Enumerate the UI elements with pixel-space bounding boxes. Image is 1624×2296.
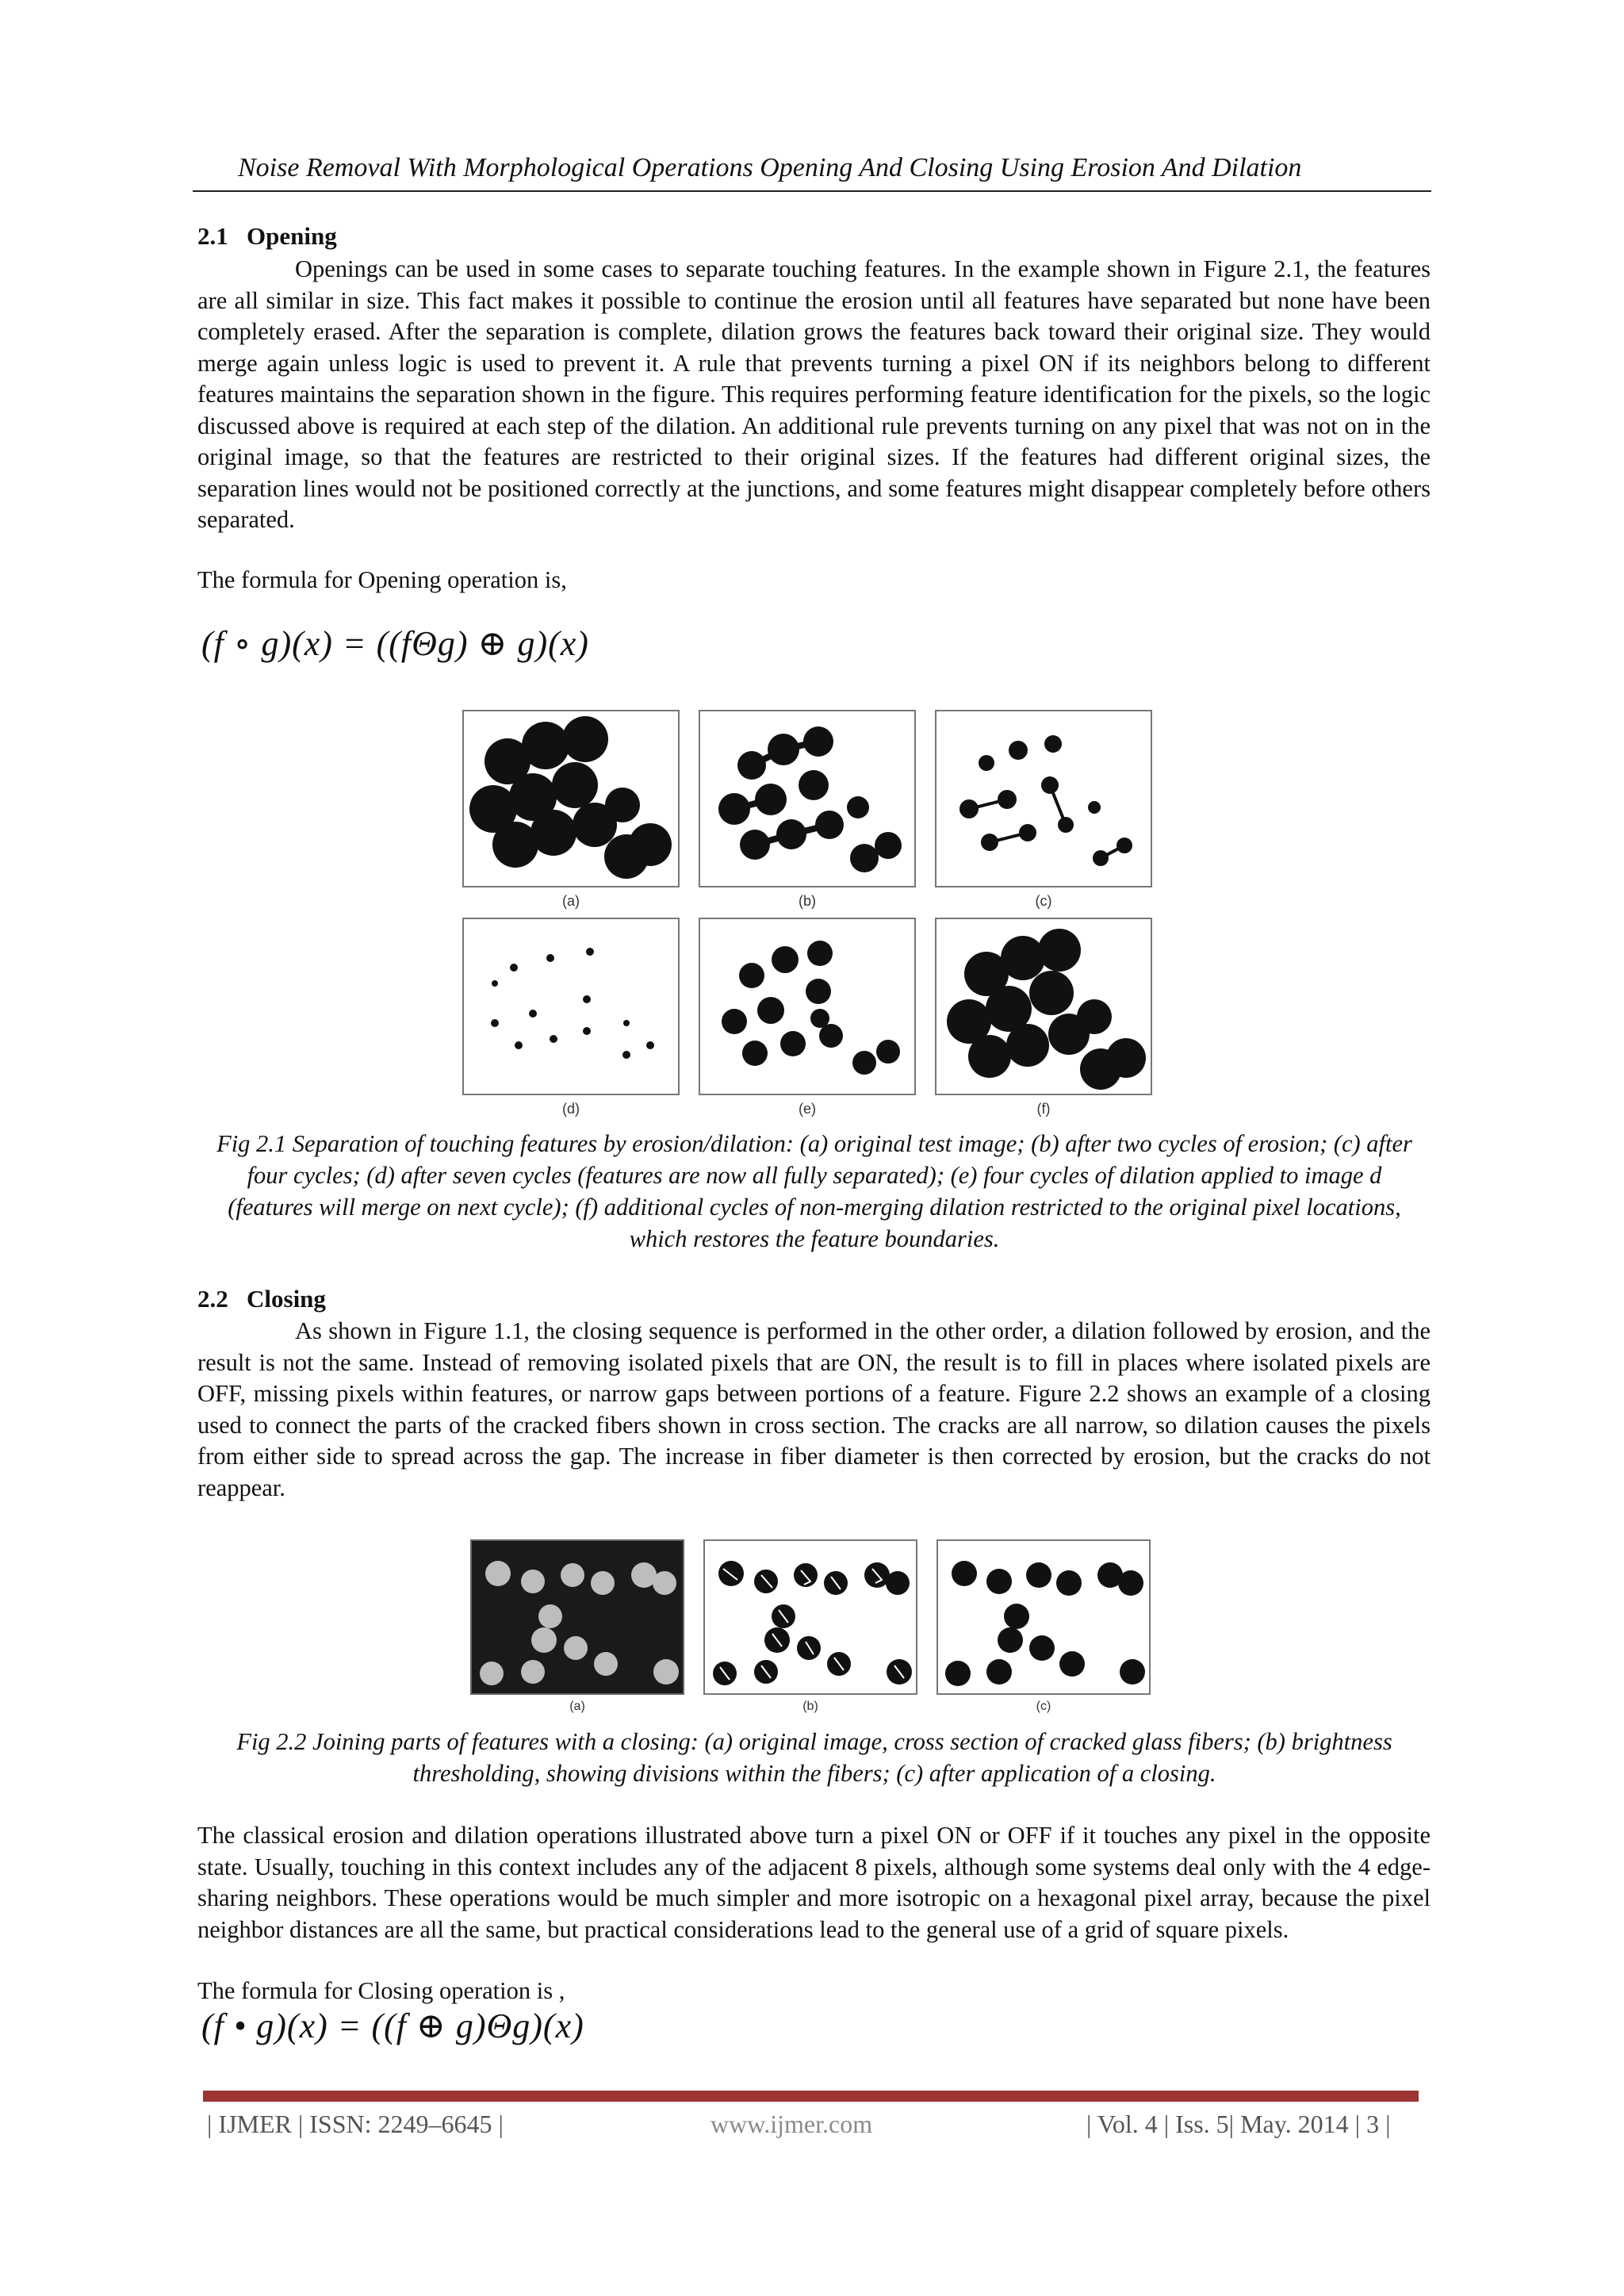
opening-formula: (f ∘ g)(x) = ((fΘg) ⊕ g)(x): [201, 624, 589, 663]
header-rule: [193, 190, 1431, 192]
section-heading-closing: 2.2 Closing: [197, 1285, 326, 1313]
figure-2-1-panels: [460, 706, 1158, 1126]
panel-label-a: (a): [569, 1700, 585, 1713]
panel-label-b: (b): [802, 1700, 818, 1713]
panel-d-frame: [463, 918, 679, 1094]
panel-label-c: (c): [1035, 893, 1052, 909]
figure-2-1: [460, 706, 1158, 1126]
footer-journal: | IJMER | ISSN: 2249–6645 |: [207, 2110, 504, 2138]
classical-paragraph: The classical erosion and dilation operations illustrated above turn a pixel ON or OFF if it touches any pixel in the opposite state. Usually, touching in this context includes any of the adjacent 8 pixels, although some systems deal only with the 4 edge-sharing neighbors. These operations would be much simpler and more isotropic on a hexagonal pixel array, because the pixel neighbor distances are all the same, but practical considerations lead to the general use of a grid of square pixels.: [197, 1822, 1431, 1943]
panel-label-a: (a): [562, 893, 580, 909]
figure-2-2-caption: Fig 2.2 Joining parts of features with a closing: (a) original image, cross section of cracked glass fibers; (b) brightness thresholding, showing divisions within the fibers; (c) after application of a closing.: [236, 1728, 1392, 1787]
closing-formula: (f • g)(x) = ((f ⊕ g)Θg)(x): [201, 2007, 584, 2045]
footer-website-link[interactable]: www.ijmer.com: [710, 2110, 873, 2138]
panel-label-d: (d): [562, 1101, 580, 1117]
opening-formula-intro: The formula for Opening operation is,: [197, 566, 567, 593]
figure-2-2: [468, 1537, 1155, 1715]
opening-paragraph: Openings can be used in some cases to separate touching features. In the example shown in Figure 2.1, the features are all similar in size. This fact makes it possible to continue the erosion until all features have separated but none have been completely erased. After the separation is complete, dilation grows the features back toward their original size. They would merge again unless logic is used to prevent it. A rule that prevents turning a pixel ON if its neighbors belong to different features maintains the separation shown in the figure. This requires performing feature identification for the pixels, so the logic discussed above is required at each step of the dilation. An additional rule prevents turning on any pixel that was not on in the original image, so that the features are restricted to their original sizes. If the features had different original sizes, the separation lines would not be positioned correctly at the junctions, and some features might disappear completely before others separated.: [197, 255, 1431, 533]
figure-2-1-caption: Fig 2.1 Separation of touching features by erosion/dilation: (a) original test image; (b) after two cycles of erosion; (c) after four cycles; (d) after seven cycles (features are now all fully separated); (e) four cycles of dilation applied to image d (features will merge on next cycle); (f) additional cycles of non-merging dilation restricted to the original pixel locations, which restores the feature boundaries.: [216, 1130, 1412, 1252]
running-title: Noise Removal With Morphological Operations Opening And Closing Using Erosion And Dilation: [238, 153, 1302, 182]
footer-rule: [203, 2091, 1419, 2102]
closing-paragraph: As shown in Figure 1.1, the closing sequence is performed in the other order, a dilation followed by erosion, and the result is not the same. Instead of removing isolated pixels that are ON, the result is to fill in places where isolated pixels are OFF, missing pixels within features, or narrow gaps between portions of a feature. Figure 2.2 shows an example of a closing used to connect the parts of the cracked fibers shown in cross section. The cracks are all narrow, so dilation causes the pixels from either side to spread across the gap. The increase in fiber diameter is then corrected by erosion, but the cracks do not reappear.: [197, 1317, 1431, 1501]
footer-issue: | Vol. 4 | Iss. 5| May. 2014 | 3 |: [1086, 2110, 1391, 2138]
panel-label-c: (c): [1036, 1700, 1051, 1713]
panel-e-frame: [699, 918, 915, 1094]
panel-label-f: (f): [1036, 1101, 1051, 1117]
section-heading-opening: 2.1 Opening: [197, 222, 337, 250]
panel-label-e: (e): [799, 1101, 816, 1117]
panel-c-frame: [936, 711, 1151, 887]
figure-2-2-panels: [468, 1537, 1155, 1715]
closing-formula-intro: The formula for Closing operation is ,: [197, 1977, 565, 2004]
panel-label-b: (b): [799, 893, 816, 909]
